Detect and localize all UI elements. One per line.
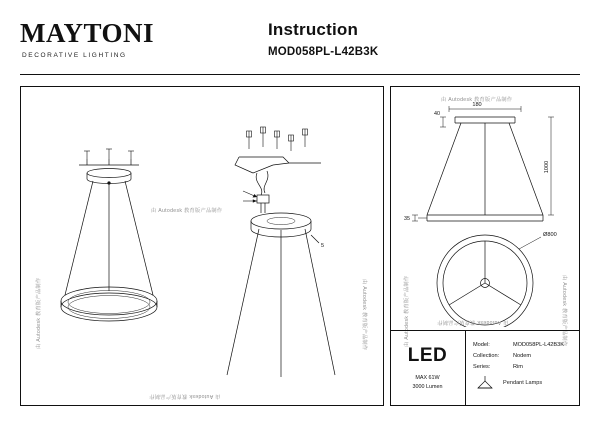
led-power: MAX 61W xyxy=(415,375,440,381)
led-lumen: 3000 Lumen xyxy=(412,384,443,390)
dimension-illustration xyxy=(391,87,579,327)
title-block xyxy=(268,18,378,58)
spec-value-lamp-type: Pendant Lamps xyxy=(503,380,543,386)
watermark-right: 由 Autodesk 教育版产品制作 xyxy=(361,279,367,351)
document-header xyxy=(20,18,580,70)
spec-key-series: Series: xyxy=(473,364,491,370)
page-title: Instruction xyxy=(268,20,359,39)
spec-row-series xyxy=(473,362,580,373)
watermark-right-left: 由 Autodesk 教育版产品制作 xyxy=(404,275,410,347)
led-cell xyxy=(390,331,466,406)
dim-35-label: 35 xyxy=(404,216,410,222)
spec-row-model xyxy=(473,340,580,351)
watermark-bottom: 由 Autodesk 教育版产品制作 xyxy=(149,393,221,399)
brand-name: MAYTONI xyxy=(20,18,155,48)
brand-logo xyxy=(20,18,198,59)
dim-40-label: 40 xyxy=(434,111,440,117)
specification-box xyxy=(390,330,580,406)
spec-key-model: Model: xyxy=(473,342,490,348)
spec-value-model: MOD058PL-L42B3K xyxy=(513,342,564,348)
watermark-top: 由 Autodesk 教育版产品制作 xyxy=(151,208,223,214)
watermark-right-bottom: 由 Autodesk 教育版产品制作 xyxy=(437,319,509,325)
spec-row-collection xyxy=(473,351,580,362)
watermark-left: 由 Autodesk 教育版产品制作 xyxy=(36,277,42,349)
assembly-illustrations xyxy=(21,87,383,405)
header-divider xyxy=(20,74,580,75)
watermark-right-right: 由 Autodesk 教育版产品制作 xyxy=(561,275,567,347)
assembly-drawing-frame xyxy=(20,86,384,406)
led-label: LED xyxy=(407,345,448,366)
model-code: MOD058PL-L42B3K xyxy=(268,46,379,58)
dim-180-label: 180 xyxy=(472,102,482,108)
callout-5-label: 5 xyxy=(321,243,325,249)
spec-details xyxy=(466,331,580,406)
brand-tagline: DECORATIVE LIGHTING xyxy=(22,52,127,59)
spec-value-series: Rim xyxy=(513,364,523,370)
spec-value-collection: Nodem xyxy=(513,353,532,359)
pendant-lamp-icon xyxy=(473,375,497,391)
dim-1000-label: 1000 xyxy=(544,160,550,174)
watermark-right-top: 由 Autodesk 教育版产品制作 xyxy=(441,97,513,103)
dim-diameter-label: Ø800 xyxy=(543,232,557,238)
spec-row-lamp-type xyxy=(473,375,580,391)
spec-key-collection: Collection: xyxy=(473,353,500,359)
